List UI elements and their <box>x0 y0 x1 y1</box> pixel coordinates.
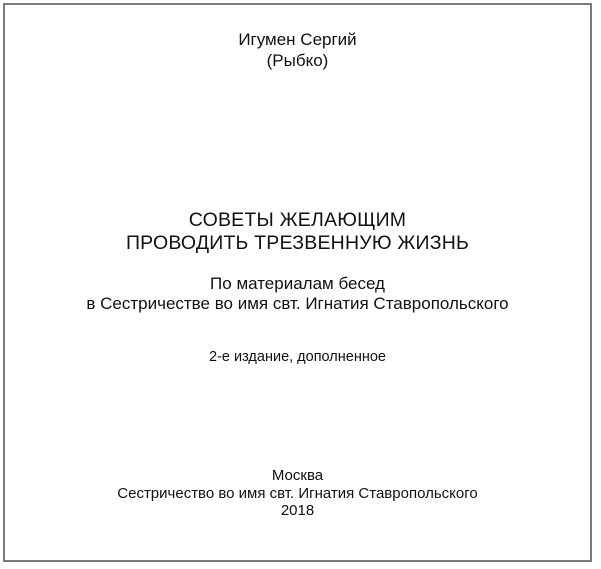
publication-year: 2018 <box>280 502 315 519</box>
edition-note: 2-е издание, дополненное <box>209 349 386 365</box>
subtitle-line-2: в Сестричестве во имя свт. Игнатия Ставропольского <box>86 294 509 313</box>
author-secular-name: (Рыбко) <box>266 51 329 70</box>
subtitle-line-1: По материалам бесед <box>210 274 385 293</box>
author-name: Игумен Сергий <box>238 30 357 49</box>
book-title-line-2: ПРОВОДИТЬ ТРЕЗВЕННУЮ ЖИЗНЬ <box>125 232 470 254</box>
title-page <box>3 3 592 562</box>
book-title-line-1: СОВЕТЫ ЖЕЛАЮЩИМ <box>188 209 407 231</box>
publisher-name: Сестричество во имя свт. Игнатия Ставропольского <box>117 485 478 502</box>
publication-city: Москва <box>271 467 324 484</box>
